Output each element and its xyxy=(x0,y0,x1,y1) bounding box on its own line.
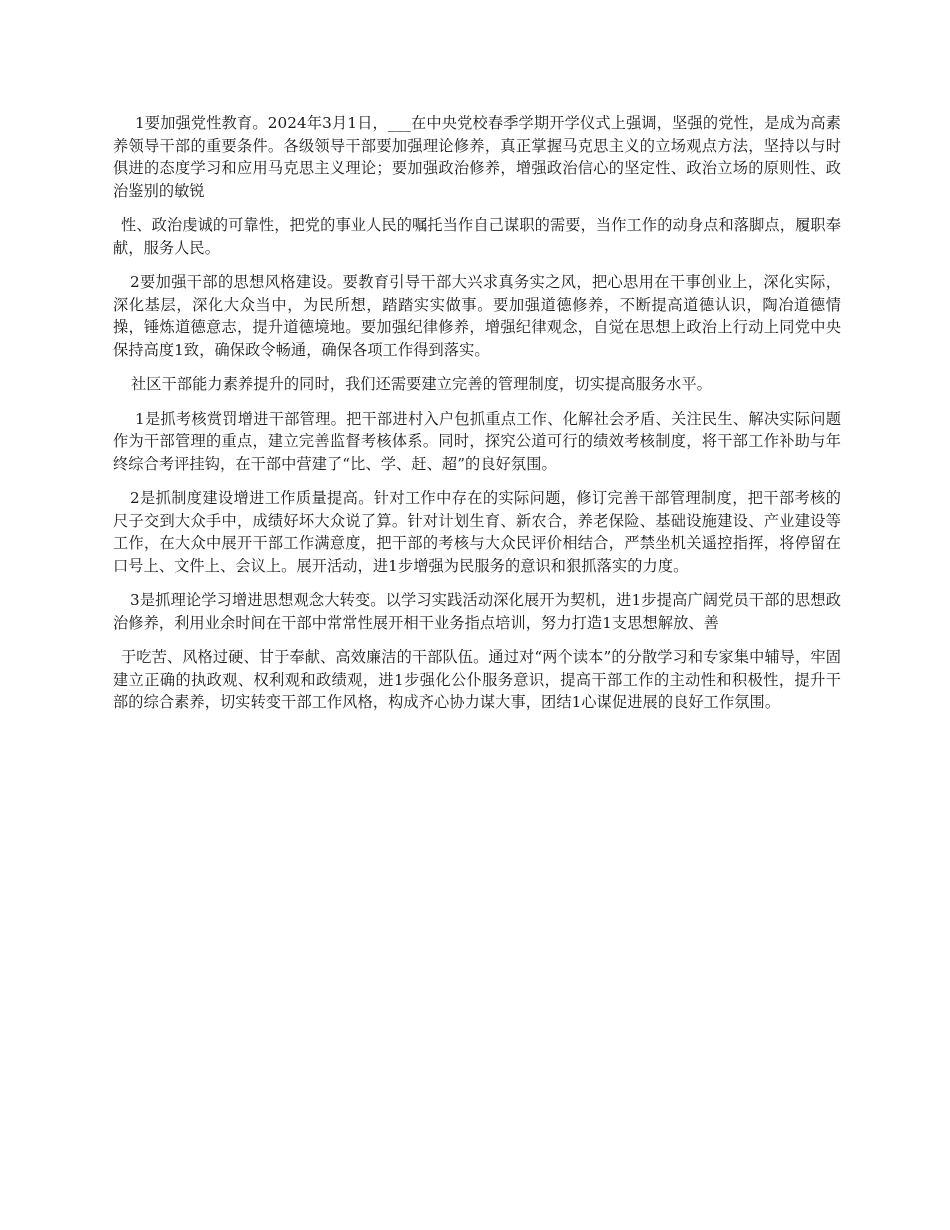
paragraph-style-building: 2要加强干部的思想风格建设。要教育引导干部大兴求真务实之风，把心思用在干事创业上，深化实际，深化基层，深化大众当中，为民所想，踏踏实实做事。要加强道德修养，不断提高道德认识，陶冶道德情操，锤炼道德意志，提升道德境地。要加强纪律修养，增强纪律观念，自觉在思想上政治上行动上同党中央保持高度1致，确保政令畅通，确保各项工作得到落实。 xyxy=(113,273,841,359)
paragraph-party-spirit-education: 1要加强党性教育。2024年3月1日，___在中央党校春季学期开学仪式上强调，坚强的党性，是成为高素养领导干部的重要条件。各级领导干部要加强理论修养，真正掌握马克思主义的立场观点方法，坚持以与时俱进的态度学习和应用马克思主义理论；要加强政治修养，增强政治信心的坚定性、政治立场的原则性、政治鉴别的敏锐 xyxy=(113,114,841,200)
paragraph-theory-study-continued: 于吃苦、风格过硬、甘于奉献、高效廉洁的干部队伍。通过对“两个读本”的分散学习和专家集中辅导，牢固建立正确的执政观、权利观和政绩观，进1步强化公仆服务意识，提高干部工作的主动性和积极性，提升干部的综合素养，切实转变干部工作风格，构成齐心协力谋大事，团结1心谋促进展的良好工作氛围。 xyxy=(113,648,841,711)
document-body xyxy=(113,112,841,726)
paragraph-management-system-intro: 社区干部能力素养提升的同时，我们还需要建立完善的管理制度，切实提高服务水平。 xyxy=(131,375,712,393)
paragraph-institution-building: 2是抓制度建设增进工作质量提高。针对工作中存在的实际问题，修订完善干部管理制度，把干部考核的尺子交到大众手中，成绩好坏大众说了算。针对计划生育、新农合，养老保险、基础设施建设、产业建设等工作，在大众中展开干部工作满意度，把干部的考核与大众民评价相结合，严禁坐机关遥控指挥，将停留在口号上、文件上、会议上。展开活动，进1步增强为民服务的意识和狠抓落实的力度。 xyxy=(113,489,841,575)
paragraph-party-spirit-continued: 性、政治虔诚的可靠性，把党的事业人民的嘱托当作自己谋职的需要，当作工作的动身点和落脚点，履职奉献，服务人民。 xyxy=(113,216,841,257)
paragraph-theory-study: 3是抓理论学习增进思想观念大转变。以学习实践活动深化展开为契机，进1步提高广阔党员干部的思想政治修养，利用业余时间在干部中常常性展开相干业务指点培训，努力打造1支思想解放、善 xyxy=(113,591,841,632)
paragraph-assessment-rewards: 1是抓考核赏罚增进干部管理。把干部进村入户包抓重点工作、化解社会矛盾、关注民生、解决实际问题作为干部管理的重点，建立完善监督考核体系。同时，探究公道可行的绩效考核制度，将干部工作补助与年终综合考评挂钩，在干部中营建了“比、学、赶、超”的良好氛围。 xyxy=(113,409,841,473)
